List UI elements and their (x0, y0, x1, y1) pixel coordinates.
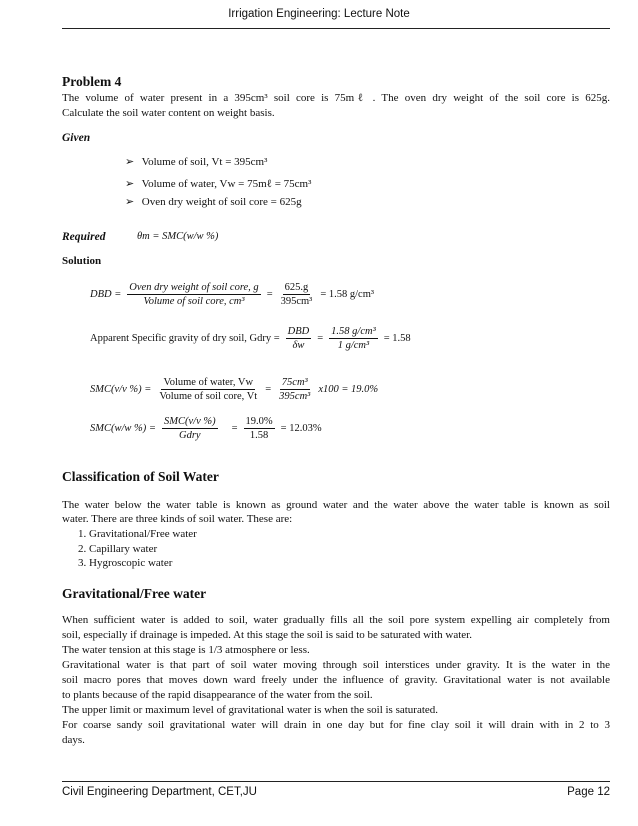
classification-intro-line-2: water. There are three kinds of soil water. These are: (62, 513, 293, 525)
smcw-lhs: SMC(w/w %) = (90, 423, 156, 434)
smcv-denominator: Volume of soil core, Vt (159, 391, 258, 402)
gdry-value-fraction (329, 326, 378, 351)
given-item-2 (125, 177, 311, 190)
gdry-result: = 1.58 (383, 333, 411, 344)
classification-intro-line-1: The water below the water table is known as ground water and the water above the water table is known as soil (62, 499, 610, 511)
gdry-equation (90, 326, 411, 351)
footer-department: Civil Engineering Department, CET,JU (62, 786, 257, 798)
dbd-value-denominator: 395cm³ (280, 296, 313, 307)
given-item-text: Oven dry weight of soil core = 625g (141, 196, 302, 208)
header-rule (62, 28, 610, 29)
dbd-numerator: Oven dry weight of soil core, g (129, 282, 259, 293)
smcv-value-fraction (277, 377, 312, 402)
dbd-fraction (127, 282, 260, 307)
equals-sign: = (265, 384, 272, 395)
equals-sign: = (317, 333, 324, 344)
problem-statement-line-2: Calculate the soil water content on weight basis. (62, 107, 275, 119)
classification-list-item-2: 2. Capillary water (78, 543, 158, 555)
gdry-label: Apparent Specific gravity of dry soil, Gdry = (90, 333, 280, 344)
gdry-value-denominator: 1 g/cm³ (337, 340, 370, 351)
arrow-bullet-icon: ➢ (125, 178, 135, 190)
arrow-bullet-icon: ➢ (125, 196, 135, 208)
problem-statement-line-1: The volume of water present in a 395cm³ soil core is 75mℓ . The oven dry weight of the soil core is 625g. (62, 92, 610, 104)
gravitational-line-7: The upper limit or maximum level of gravitational water is when the soil is saturated. (62, 704, 439, 716)
footer-rule (62, 781, 610, 782)
gdry-value-numerator: 1.58 g/cm³ (331, 326, 376, 337)
given-item-1 (125, 155, 267, 168)
gravitational-line-1: When sufficient water is added to soil, water gradually fills all the soil pore system expelling air completely from (62, 614, 610, 626)
classification-list-item-3: 3. Hygroscopic water (78, 557, 173, 569)
given-label: Given (62, 132, 91, 144)
classification-list-item-1: 1. Gravitational/Free water (78, 528, 197, 540)
smcw-fraction (162, 416, 218, 441)
gravitational-line-6: to plants because of the rapid disappearance of the water from the soil. (62, 689, 373, 701)
smcv-value-numerator: 75cm³ (281, 377, 308, 388)
gdry-fraction (286, 326, 312, 351)
smcv-equation (90, 377, 378, 402)
smcw-value-numerator: 19.0% (245, 416, 273, 427)
dbd-equation (90, 282, 374, 307)
gdry-denominator: δw (292, 340, 305, 351)
dbd-result: = 1.58 g/cm³ (320, 289, 375, 300)
page-header: Irrigation Engineering: Lecture Note (228, 8, 410, 20)
equals-sign: = (231, 423, 238, 434)
smcw-result: = 12.03% (280, 423, 322, 434)
gravitational-line-2: soil, especially if drainage is impeded. At this stage the soil is said to be saturated with water. (62, 629, 472, 641)
dbd-lhs: DBD = (90, 289, 122, 300)
smcv-fraction (157, 377, 259, 402)
arrow-bullet-icon: ➢ (125, 156, 135, 168)
smcw-denominator: Gdry (179, 430, 201, 441)
smcw-equation (90, 416, 322, 441)
gravitational-line-8: For coarse sandy soil gravitational water will drain in one day but for fine clay soil it will drain with in 2 to 3 (62, 719, 610, 731)
classification-heading: Classification of Soil Water (62, 469, 219, 484)
gravitational-line-9: days. (62, 734, 85, 746)
gravitational-line-4: Gravitational water is that part of soil water moving through soil interstices under gravity. It is the water in the (62, 659, 610, 671)
gravitational-line-3: The water tension at this stage is 1/3 atmosphere or less. (62, 644, 310, 656)
gravitational-heading: Gravitational/Free water (62, 586, 207, 601)
smcv-value-denominator: 395cm³ (279, 391, 311, 402)
dbd-value-fraction (279, 282, 315, 307)
given-item-3 (125, 195, 302, 208)
smcv-result: x100 = 19.0% (318, 384, 379, 395)
dbd-value-numerator: 625.g (284, 282, 309, 293)
given-item-text: Volume of soil, Vt = 395cm³ (141, 156, 268, 168)
smcv-numerator: Volume of water, Vw (163, 377, 254, 388)
smcw-numerator: SMC(v/v %) (164, 416, 216, 427)
dbd-denominator: Volume of soil core, cm³ (143, 296, 245, 307)
equals-sign: = (266, 289, 273, 300)
gdry-numerator: DBD (287, 326, 310, 337)
smcw-value-denominator: 1.58 (249, 430, 269, 441)
gravitational-line-5: soil macro pores that moves down ward freely under the influence of gravity. Gravitational water is not available (62, 674, 610, 686)
solution-label: Solution (62, 255, 102, 267)
footer-page-number: Page 12 (567, 786, 610, 798)
problem-heading: Problem 4 (62, 74, 122, 89)
smcv-lhs: SMC(v/v %) = (90, 384, 152, 395)
required-label: Required (62, 231, 106, 243)
smcw-value-fraction (244, 416, 275, 441)
given-item-text: Volume of water, Vw = 75mℓ = 75cm³ (141, 178, 312, 190)
required-expression: θm = SMC(w/w %) (137, 231, 219, 242)
